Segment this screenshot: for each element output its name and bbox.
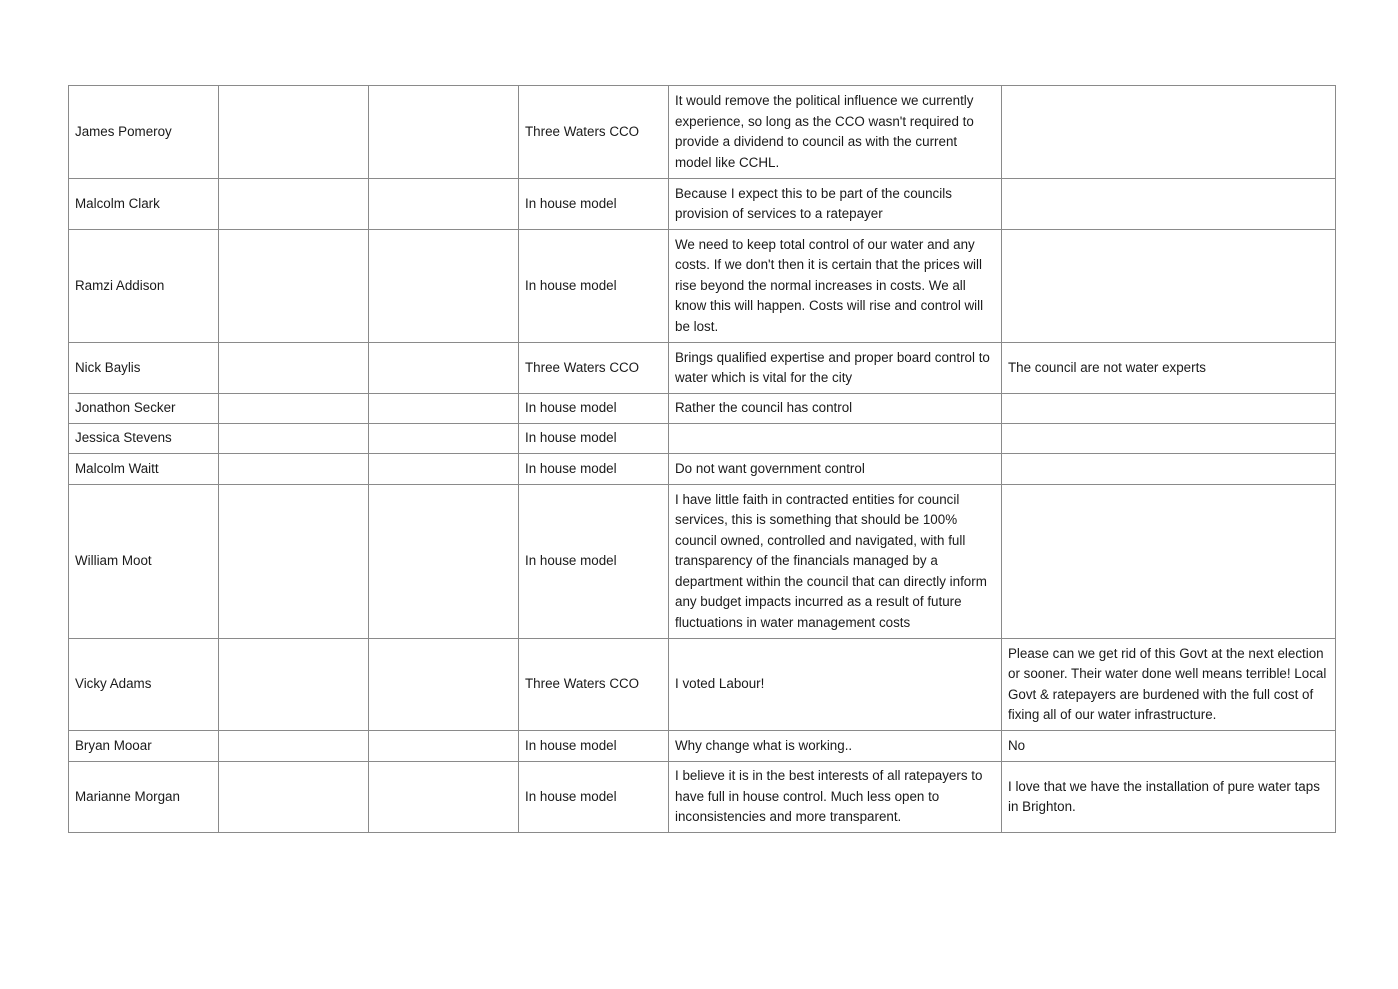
- empty-cell: [219, 394, 369, 424]
- table-row: [69, 230, 1336, 343]
- submitter-name-cell: Ramzi Addison: [69, 230, 219, 343]
- empty-cell: [219, 230, 369, 343]
- table-row: [69, 731, 1336, 762]
- model-preference-cell: In house model: [519, 179, 669, 230]
- table-row: [69, 86, 1336, 179]
- comment-cell: Please can we get rid of this Govt at the next election or sooner. Their water done well means terrible! Local Govt & ratepayers are burdened with the full cost of fixing all of our water infrastructure.: [1002, 639, 1336, 731]
- comment-cell: No: [1002, 731, 1336, 762]
- submitter-name-cell: Jonathon Secker: [69, 394, 219, 424]
- model-preference-cell: In house model: [519, 485, 669, 639]
- empty-cell: [369, 454, 519, 485]
- submitter-name-cell: Jessica Stevens: [69, 424, 219, 454]
- model-preference-cell: Three Waters CCO: [519, 639, 669, 731]
- comment-cell: [1002, 86, 1336, 179]
- table-row: [69, 343, 1336, 394]
- table-row: [69, 179, 1336, 230]
- empty-cell: [369, 86, 519, 179]
- table-row: [69, 454, 1336, 485]
- empty-cell: [369, 179, 519, 230]
- model-preference-cell: In house model: [519, 394, 669, 424]
- reason-cell: We need to keep total control of our water and any costs. If we don't then it is certain that the prices will rise beyond the normal increases in costs. We all know this will happen. Costs will rise and control will be lost.: [669, 230, 1002, 343]
- submitter-name-cell: William Moot: [69, 485, 219, 639]
- empty-cell: [219, 454, 369, 485]
- submitter-name-cell: Nick Baylis: [69, 343, 219, 394]
- reason-cell: [669, 424, 1002, 454]
- model-preference-cell: In house model: [519, 230, 669, 343]
- model-preference-cell: In house model: [519, 762, 669, 833]
- empty-cell: [219, 485, 369, 639]
- reason-cell: Rather the council has control: [669, 394, 1002, 424]
- reason-cell: I voted Labour!: [669, 639, 1002, 731]
- submitter-name-cell: Malcolm Waitt: [69, 454, 219, 485]
- table-row: [69, 424, 1336, 454]
- model-preference-cell: Three Waters CCO: [519, 343, 669, 394]
- empty-cell: [369, 343, 519, 394]
- empty-cell: [369, 424, 519, 454]
- empty-cell: [369, 762, 519, 833]
- empty-cell: [369, 639, 519, 731]
- empty-cell: [219, 762, 369, 833]
- model-preference-cell: In house model: [519, 454, 669, 485]
- table-row: [69, 485, 1336, 639]
- comment-cell: I love that we have the installation of pure water taps in Brighton.: [1002, 762, 1336, 833]
- table-row: [69, 762, 1336, 833]
- model-preference-cell: In house model: [519, 731, 669, 762]
- comment-cell: [1002, 454, 1336, 485]
- reason-cell: Because I expect this to be part of the councils provision of services to a ratepayer: [669, 179, 1002, 230]
- comment-cell: [1002, 179, 1336, 230]
- empty-cell: [219, 179, 369, 230]
- reason-cell: I believe it is in the best interests of all ratepayers to have full in house control. Much less open to inconsistencies and more transparent.: [669, 762, 1002, 833]
- comment-cell: [1002, 424, 1336, 454]
- comment-cell: [1002, 230, 1336, 343]
- reason-cell: Why change what is working..: [669, 731, 1002, 762]
- table-row: [69, 394, 1336, 424]
- empty-cell: [219, 731, 369, 762]
- table-row: [69, 639, 1336, 731]
- model-preference-cell: In house model: [519, 424, 669, 454]
- submitter-name-cell: Malcolm Clark: [69, 179, 219, 230]
- empty-cell: [219, 343, 369, 394]
- reason-cell: I have little faith in contracted entities for council services, this is something that should be 100% council owned, controlled and navigated, with full transparency of the financials managed by a department within the council that can directly inform any budget impacts incurred as a result of future fluctuations in water management costs: [669, 485, 1002, 639]
- comment-cell: [1002, 485, 1336, 639]
- model-preference-cell: Three Waters CCO: [519, 86, 669, 179]
- comment-cell: [1002, 394, 1336, 424]
- submitter-name-cell: Bryan Mooar: [69, 731, 219, 762]
- submitter-name-cell: Vicky Adams: [69, 639, 219, 731]
- reason-cell: Do not want government control: [669, 454, 1002, 485]
- reason-cell: It would remove the political influence we currently experience, so long as the CCO wasn't required to provide a dividend to council as with the current model like CCHL.: [669, 86, 1002, 179]
- reason-cell: Brings qualified expertise and proper board control to water which is vital for the city: [669, 343, 1002, 394]
- empty-cell: [369, 394, 519, 424]
- empty-cell: [369, 230, 519, 343]
- empty-cell: [369, 731, 519, 762]
- empty-cell: [219, 86, 369, 179]
- comment-cell: The council are not water experts: [1002, 343, 1336, 394]
- submitter-name-cell: Marianne Morgan: [69, 762, 219, 833]
- empty-cell: [219, 424, 369, 454]
- submissions-table: [68, 85, 1336, 833]
- submitter-name-cell: James Pomeroy: [69, 86, 219, 179]
- empty-cell: [369, 485, 519, 639]
- empty-cell: [219, 639, 369, 731]
